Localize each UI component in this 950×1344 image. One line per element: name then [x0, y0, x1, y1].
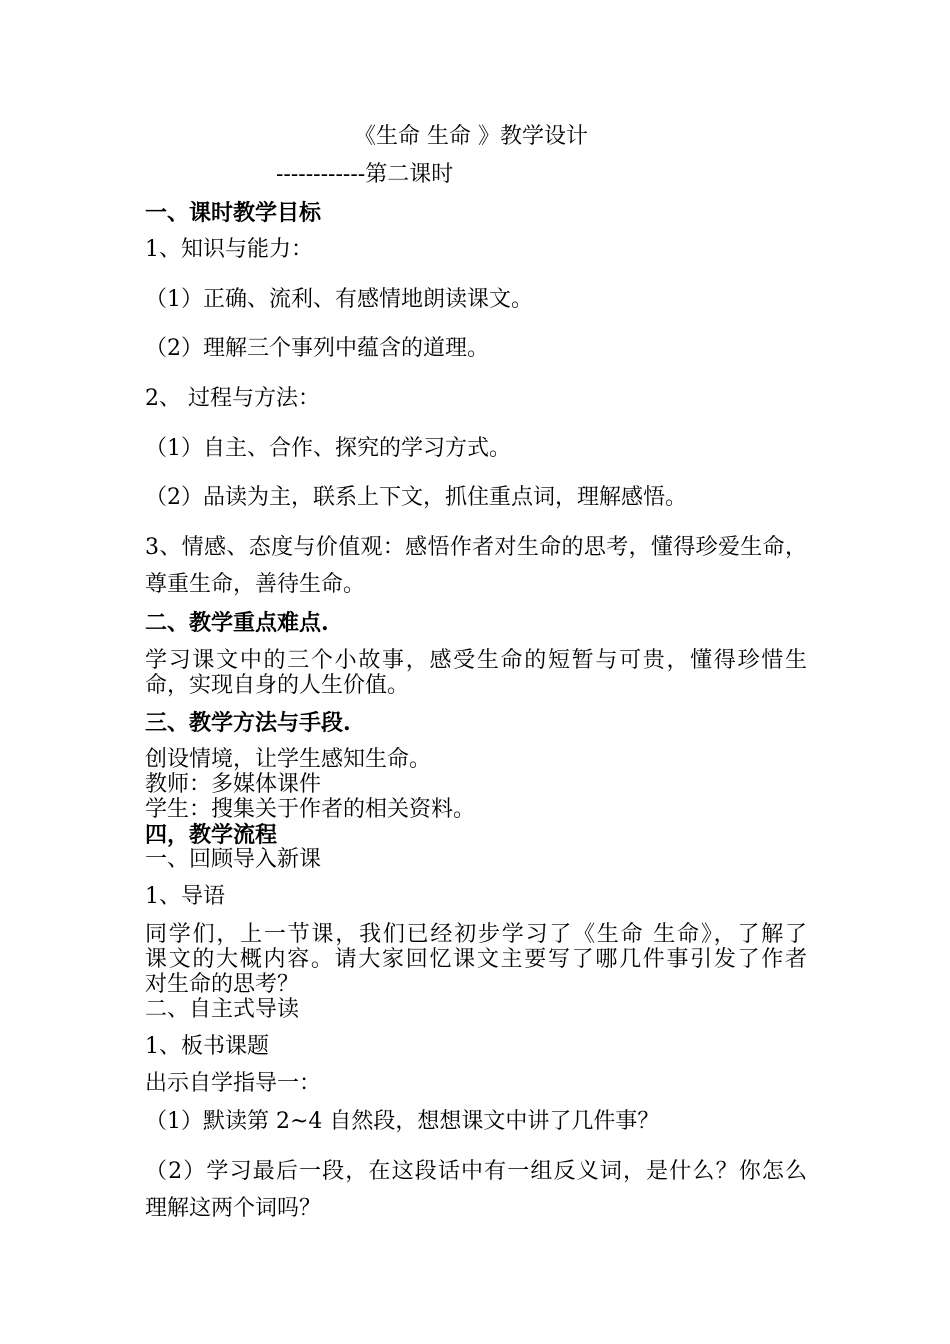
section-heading: 一、课时教学目标 — [145, 200, 322, 226]
subsection-heading: 1、板书课题 — [145, 1034, 269, 1059]
subsection-heading: 2、 过程与方法： — [145, 386, 320, 411]
subsection-heading: 1、导语 — [145, 884, 225, 909]
doc-subtitle: ------------第二课时 — [276, 162, 454, 187]
paragraph-line: 3、情感、态度与价值观：感悟作者对生命的思考，懂得珍爱生命， — [145, 535, 807, 560]
paragraph-line: 尊重生命，善待生命。 — [145, 572, 366, 597]
paragraph-line: 命，实现自身的人生价值。 — [145, 673, 410, 698]
subsection-heading: 二、自主式导读 — [145, 997, 300, 1022]
doc-title: 《生命 生命 》教学设计 — [354, 124, 588, 149]
paragraph-line: 出示自学指导一： — [145, 1071, 322, 1096]
list-item: （2）学习最后一段，在这段话中有一组反义词，是什么？你怎么 — [145, 1159, 807, 1184]
list-item: （1）自主、合作、探究的学习方式。 — [145, 436, 511, 461]
paragraph-line: 课文的大概内容。请大家回忆课文主要写了哪几件事引发了作者 — [145, 947, 807, 972]
paragraph-line: 同学们，上一节课，我们已经初步学习了《生命 生命》，了解了 — [145, 922, 807, 947]
list-item: （2）理解三个事列中蕴含的道理。 — [145, 336, 489, 361]
subsection-heading: 1、知识与能力： — [145, 237, 313, 262]
section-heading: 二、教学重点难点. — [145, 610, 329, 636]
list-item: （2）品读为主，联系上下文，抓住重点词，理解感悟。 — [145, 485, 687, 510]
subsection-heading: 一、回顾导入新课 — [145, 847, 322, 872]
paragraph-line: 教师：多媒体课件 — [145, 772, 322, 797]
section-heading: 三、教学方法与手段. — [145, 710, 351, 736]
paragraph-line: 对生命的思考？ — [145, 972, 300, 997]
paragraph-line: 学生：搜集关于作者的相关资料。 — [145, 797, 476, 822]
paragraph-line: 学习课文中的三个小故事，感受生命的短暂与可贵，懂得珍惜生 — [145, 648, 807, 673]
paragraph-line: 理解这两个词吗？ — [145, 1196, 322, 1221]
list-item: （1）默读第 2~4 自然段，想想课文中讲了几件事？ — [145, 1109, 660, 1134]
paragraph-line: 创设情境，让学生感知生命。 — [145, 747, 432, 772]
section-heading: 四，教学流程 — [145, 822, 278, 848]
list-item: （1）正确、流利、有感情地朗读课文。 — [145, 287, 533, 312]
